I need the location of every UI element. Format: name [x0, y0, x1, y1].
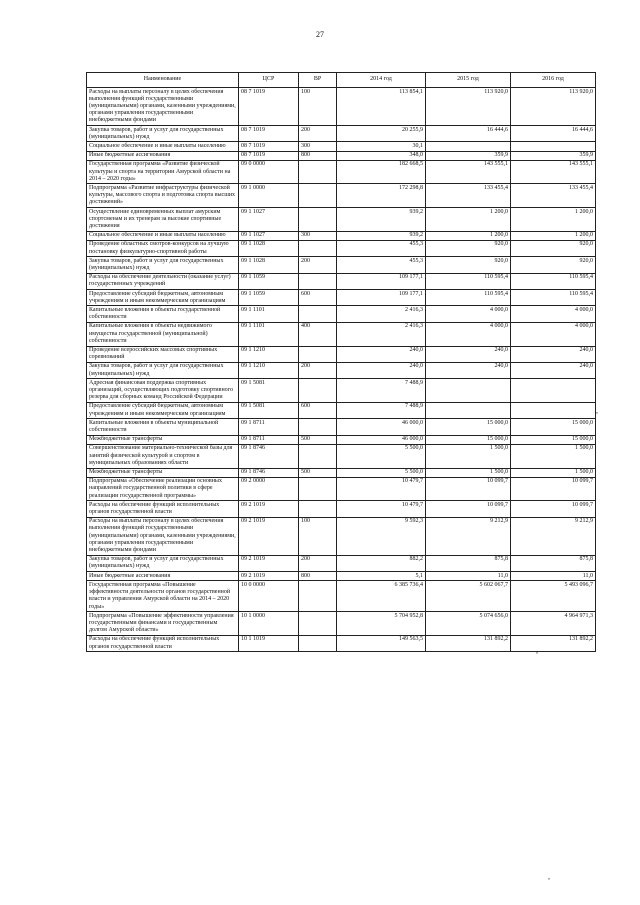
cell-name: Капитальные вложения в объекты государственной собственности: [87, 306, 239, 322]
cell-csr: 09 1 0000: [239, 184, 299, 208]
cell-2014: 455,3: [337, 240, 426, 256]
cell-2016: 875,8: [511, 555, 596, 571]
cell-csr: 09 1 5081: [239, 402, 299, 418]
cell-2015: 359,9: [426, 151, 511, 160]
cell-2016: 133 455,4: [511, 184, 596, 208]
cell-csr: 09 1 1027: [239, 231, 299, 240]
cell-2015: 5 602 067,7: [426, 581, 511, 612]
cell-2014: 10 479,7: [337, 477, 426, 501]
cell-vr: [299, 346, 337, 362]
cell-name: Проведение областных смотров-конкурсов на лучшую постановку физкультурно-спортивной работы: [87, 240, 239, 256]
cell-2015: 240,0: [426, 346, 511, 362]
cell-csr: 09 1 8711: [239, 419, 299, 435]
cell-2014: 149 563,5: [337, 635, 426, 651]
cell-csr: 09 1 1101: [239, 306, 299, 322]
table-row: [87, 88, 596, 126]
table-row: [87, 572, 596, 581]
cell-2015: 1 200,0: [426, 208, 511, 232]
cell-vr: [299, 306, 337, 322]
cell-name: Проведение всероссийских массовых спортивных соревнований: [87, 346, 239, 362]
cell-2016: 240,0: [511, 362, 596, 378]
table-row: [87, 231, 596, 240]
table-row: [87, 322, 596, 346]
table-row: [87, 151, 596, 160]
table-row: [87, 142, 596, 151]
cell-2014: 46 000,0: [337, 435, 426, 444]
cell-2014: 939,2: [337, 231, 426, 240]
cell-2015: 143 555,1: [426, 160, 511, 184]
cell-csr: 09 1 1059: [239, 290, 299, 306]
table-row: [87, 419, 596, 435]
cell-2014: 5 704 952,8: [337, 612, 426, 636]
cell-2016: 15 000,0: [511, 419, 596, 435]
cell-2016: 10 099,7: [511, 477, 596, 501]
cell-2016: 10 099,7: [511, 501, 596, 517]
table-row: [87, 290, 596, 306]
cell-vr: 300: [299, 231, 337, 240]
cell-name: Предоставление субсидий бюджетным, автономным учреждениям и иным некоммерческим организациям: [87, 290, 239, 306]
cell-vr: 800: [299, 572, 337, 581]
cell-2015: 10 099,7: [426, 501, 511, 517]
table-row: [87, 184, 596, 208]
cell-name: Осуществление единовременных выплат амурским спортсменам и их тренерам за высокие спортивные достижения: [87, 208, 239, 232]
cell-2014: 113 854,1: [337, 88, 426, 126]
cell-name: Закупка товаров, работ и услуг для государственных (муниципальных) нужд: [87, 126, 239, 142]
cell-name: Закупка товаров, работ и услуг для государственных (муниципальных) нужд: [87, 257, 239, 273]
header-csr: ЦСР: [239, 73, 299, 88]
cell-2014: 2 416,3: [337, 322, 426, 346]
cell-name: Иные бюджетные ассигнования: [87, 151, 239, 160]
cell-2014: 182 668,5: [337, 160, 426, 184]
cell-2015: 16 444,6: [426, 126, 511, 142]
cell-2016: 16 444,6: [511, 126, 596, 142]
cell-2015: [426, 402, 511, 418]
cell-2015: [426, 142, 511, 151]
cell-vr: 400: [299, 322, 337, 346]
cell-csr: 08 7 1019: [239, 151, 299, 160]
cell-name: Государственная программа «Повышение эффективности деятельности органов государственной власти и управления Амурской области на 2014 – 2020 годы»: [87, 581, 239, 612]
cell-2016: 1 500,0: [511, 444, 596, 468]
cell-vr: [299, 273, 337, 289]
cell-vr: [299, 477, 337, 501]
cell-csr: 09 1 8711: [239, 435, 299, 444]
cell-csr: 09 0 0000: [239, 160, 299, 184]
cell-2015: 131 892,2: [426, 635, 511, 651]
cell-csr: 09 1 1059: [239, 273, 299, 289]
cell-2014: 939,2: [337, 208, 426, 232]
budget-table: [86, 72, 596, 652]
cell-2015: 875,8: [426, 555, 511, 571]
cell-csr: 09 2 1019: [239, 555, 299, 571]
table-row: [87, 444, 596, 468]
cell-vr: [299, 581, 337, 612]
cell-2016: [511, 142, 596, 151]
table-row: [87, 362, 596, 378]
cell-csr: 09 1 8746: [239, 444, 299, 468]
cell-2016: 15 000,0: [511, 435, 596, 444]
cell-csr: 10 1 0000: [239, 612, 299, 636]
cell-2016: 5 493 096,7: [511, 581, 596, 612]
cell-csr: 09 1 1101: [239, 322, 299, 346]
cell-csr: 08 7 1019: [239, 126, 299, 142]
scan-mark: ,: [548, 872, 550, 881]
cell-2014: 5 500,0: [337, 444, 426, 468]
cell-vr: 500: [299, 468, 337, 477]
cell-2014: 7 488,9: [337, 402, 426, 418]
cell-name: Межбюджетные трансферты: [87, 468, 239, 477]
cell-name: Расходы на обеспечение функций исполнительных органов государственной власти: [87, 635, 239, 651]
cell-csr: 09 1 8746: [239, 468, 299, 477]
table-row: [87, 402, 596, 418]
cell-csr: 09 1 1028: [239, 257, 299, 273]
cell-csr: 09 1 1028: [239, 240, 299, 256]
table-row: [87, 468, 596, 477]
cell-2016: 9 212,9: [511, 517, 596, 555]
header-2014: 2014 год: [337, 73, 426, 88]
table-row: [87, 517, 596, 555]
cell-2015: 113 920,0: [426, 88, 511, 126]
cell-2014: 172 298,8: [337, 184, 426, 208]
cell-2014: 6 385 736,4: [337, 581, 426, 612]
cell-2016: 110 595,4: [511, 290, 596, 306]
cell-csr: 09 2 1019: [239, 501, 299, 517]
cell-2014: 240,0: [337, 346, 426, 362]
table-row: [87, 501, 596, 517]
cell-csr: 09 2 0000: [239, 477, 299, 501]
scan-mark: ,: [596, 406, 598, 415]
cell-name: Подпрограмма «Развитие инфраструктуры физической культуры, массового спорта и подготовка спорта высших достижений»: [87, 184, 239, 208]
cell-2016: 143 555,1: [511, 160, 596, 184]
table-row: [87, 346, 596, 362]
cell-csr: 09 1 5081: [239, 379, 299, 403]
cell-2014: 109 177,1: [337, 273, 426, 289]
table-row: [87, 240, 596, 256]
cell-name: Подпрограмма «Повышение эффективности управления государственными финансами и государственным долгом Амурской области»: [87, 612, 239, 636]
cell-2016: 920,0: [511, 257, 596, 273]
cell-vr: [299, 184, 337, 208]
cell-2015: 920,0: [426, 240, 511, 256]
scan-mark: ,: [536, 646, 538, 655]
table-row: [87, 435, 596, 444]
cell-name: Закупка товаров, работ и услуг для государственных (муниципальных) нужд: [87, 362, 239, 378]
cell-csr: 08 7 1019: [239, 88, 299, 126]
cell-name: Расходы на выплаты персоналу в целях обеспечения выполнения функций государственными (муниципальными) органами, казенными учреждениями, органами управления государственными внебюджетными фондами: [87, 517, 239, 555]
cell-2015: 1 500,0: [426, 468, 511, 477]
header-vr: ВР: [299, 73, 337, 88]
cell-csr: 09 1 1210: [239, 346, 299, 362]
cell-vr: 300: [299, 142, 337, 151]
cell-2015: 110 595,4: [426, 273, 511, 289]
cell-csr: 09 1 1210: [239, 362, 299, 378]
cell-name: Социальное обеспечение и иные выплаты населению: [87, 231, 239, 240]
cell-2015: 9 212,9: [426, 517, 511, 555]
cell-vr: 200: [299, 362, 337, 378]
cell-name: Расходы на обеспечение функций исполнительных органов государственной власти: [87, 501, 239, 517]
cell-vr: 600: [299, 290, 337, 306]
table-row: [87, 555, 596, 571]
table-row: [87, 208, 596, 232]
cell-2014: 10 479,7: [337, 501, 426, 517]
cell-vr: [299, 419, 337, 435]
cell-2014: 348,0: [337, 151, 426, 160]
cell-2016: 359,9: [511, 151, 596, 160]
cell-2014: 2 416,3: [337, 306, 426, 322]
table-row: [87, 306, 596, 322]
table-row: [87, 257, 596, 273]
cell-2016: [511, 379, 596, 403]
cell-2014: 455,3: [337, 257, 426, 273]
cell-2015: 4 000,0: [426, 322, 511, 346]
cell-2014: 5,1: [337, 572, 426, 581]
cell-2016: 4 000,0: [511, 306, 596, 322]
cell-csr: 09 1 1027: [239, 208, 299, 232]
cell-2015: 1 200,0: [426, 231, 511, 240]
table-row: [87, 273, 596, 289]
cell-vr: 200: [299, 555, 337, 571]
cell-vr: [299, 501, 337, 517]
cell-name: Предоставление субсидий бюджетным, автономным учреждениям и иным некоммерческим организациям: [87, 402, 239, 418]
cell-vr: [299, 612, 337, 636]
cell-vr: [299, 160, 337, 184]
cell-2014: 46 000,0: [337, 419, 426, 435]
cell-2015: 110 595,4: [426, 290, 511, 306]
cell-name: Адресная финансовая поддержка спортивных организаций, осуществляющих подготовку спортивного резерва для сборных команд Российской Федерации: [87, 379, 239, 403]
cell-vr: 800: [299, 151, 337, 160]
cell-2015: 1 500,0: [426, 444, 511, 468]
table-row: [87, 612, 596, 636]
cell-vr: 500: [299, 435, 337, 444]
cell-name: Совершенствование материально-технической базы для занятий физической культурой и спортом в муниципальных образованиях области: [87, 444, 239, 468]
cell-csr: 09 2 1019: [239, 572, 299, 581]
cell-csr: 09 2 1019: [239, 517, 299, 555]
cell-2016: 11,0: [511, 572, 596, 581]
cell-name: Подпрограмма «Обеспечение реализации основных направлений государственной политики в сфере реализации государственной программы»: [87, 477, 239, 501]
cell-2015: 10 099,7: [426, 477, 511, 501]
cell-2016: 4 000,0: [511, 322, 596, 346]
cell-name: Закупка товаров, работ и услуг для государственных (муниципальных) нужд: [87, 555, 239, 571]
cell-vr: 200: [299, 257, 337, 273]
cell-vr: 600: [299, 402, 337, 418]
cell-2015: 4 000,0: [426, 306, 511, 322]
cell-2015: 11,0: [426, 572, 511, 581]
cell-csr: 10 1 1019: [239, 635, 299, 651]
cell-2014: 9 592,3: [337, 517, 426, 555]
table-row: [87, 160, 596, 184]
table-header-row: [87, 73, 596, 88]
cell-2015: 15 000,0: [426, 419, 511, 435]
cell-name: Капитальные вложения в объекты муниципальной собственности: [87, 419, 239, 435]
cell-name: Расходы на выплаты персоналу в целях обеспечения выполнения функций государственными (муниципальными) органами, казенными учреждениями, органами управления государственными внебюджетными фондами: [87, 88, 239, 126]
cell-vr: [299, 635, 337, 651]
cell-2015: 920,0: [426, 257, 511, 273]
header-2015: 2015 год: [426, 73, 511, 88]
cell-name: Капитальные вложения в объекты недвижимого имущества государственной (муниципальной) собственности: [87, 322, 239, 346]
table-row: [87, 379, 596, 403]
cell-2016: 4 964 971,3: [511, 612, 596, 636]
cell-vr: [299, 444, 337, 468]
cell-name: Расходы на обеспечение деятельности (оказание услуг) государственных учреждений: [87, 273, 239, 289]
cell-2014: 5 500,0: [337, 468, 426, 477]
cell-2014: 20 255,9: [337, 126, 426, 142]
cell-vr: 200: [299, 126, 337, 142]
table-row: [87, 126, 596, 142]
header-name: Наименование: [87, 73, 239, 88]
cell-2016: 240,0: [511, 346, 596, 362]
cell-2015: 5 074 656,0: [426, 612, 511, 636]
cell-2015: 240,0: [426, 362, 511, 378]
table-body: [87, 88, 596, 652]
cell-name: Межбюджетные трансферты: [87, 435, 239, 444]
cell-2014: 882,2: [337, 555, 426, 571]
cell-2014: 7 488,9: [337, 379, 426, 403]
cell-vr: [299, 379, 337, 403]
cell-2016: 920,0: [511, 240, 596, 256]
cell-2016: 1 200,0: [511, 208, 596, 232]
cell-2015: [426, 379, 511, 403]
page-number: 27: [316, 30, 324, 39]
cell-csr: 10 0 0000: [239, 581, 299, 612]
cell-2014: 240,0: [337, 362, 426, 378]
header-2016: 2016 год: [511, 73, 596, 88]
cell-2015: 133 455,4: [426, 184, 511, 208]
cell-2015: 15 000,0: [426, 435, 511, 444]
cell-2016: 131 892,2: [511, 635, 596, 651]
cell-csr: 08 7 1019: [239, 142, 299, 151]
cell-vr: [299, 208, 337, 232]
cell-2014: 109 177,1: [337, 290, 426, 306]
cell-name: Социальное обеспечение и иные выплаты населению: [87, 142, 239, 151]
cell-vr: [299, 240, 337, 256]
cell-2016: 1 500,0: [511, 468, 596, 477]
cell-2016: 1 200,0: [511, 231, 596, 240]
table-row: [87, 581, 596, 612]
table-row: [87, 635, 596, 651]
cell-vr: 100: [299, 517, 337, 555]
cell-2014: 30,1: [337, 142, 426, 151]
cell-2016: 110 595,4: [511, 273, 596, 289]
cell-2016: 113 920,0: [511, 88, 596, 126]
table-row: [87, 477, 596, 501]
cell-2016: [511, 402, 596, 418]
cell-name: Иные бюджетные ассигнования: [87, 572, 239, 581]
cell-name: Государственная программа «Развитие физической культуры и спорта на территории Амурской области на 2014 – 2020 годы»: [87, 160, 239, 184]
cell-vr: 100: [299, 88, 337, 126]
